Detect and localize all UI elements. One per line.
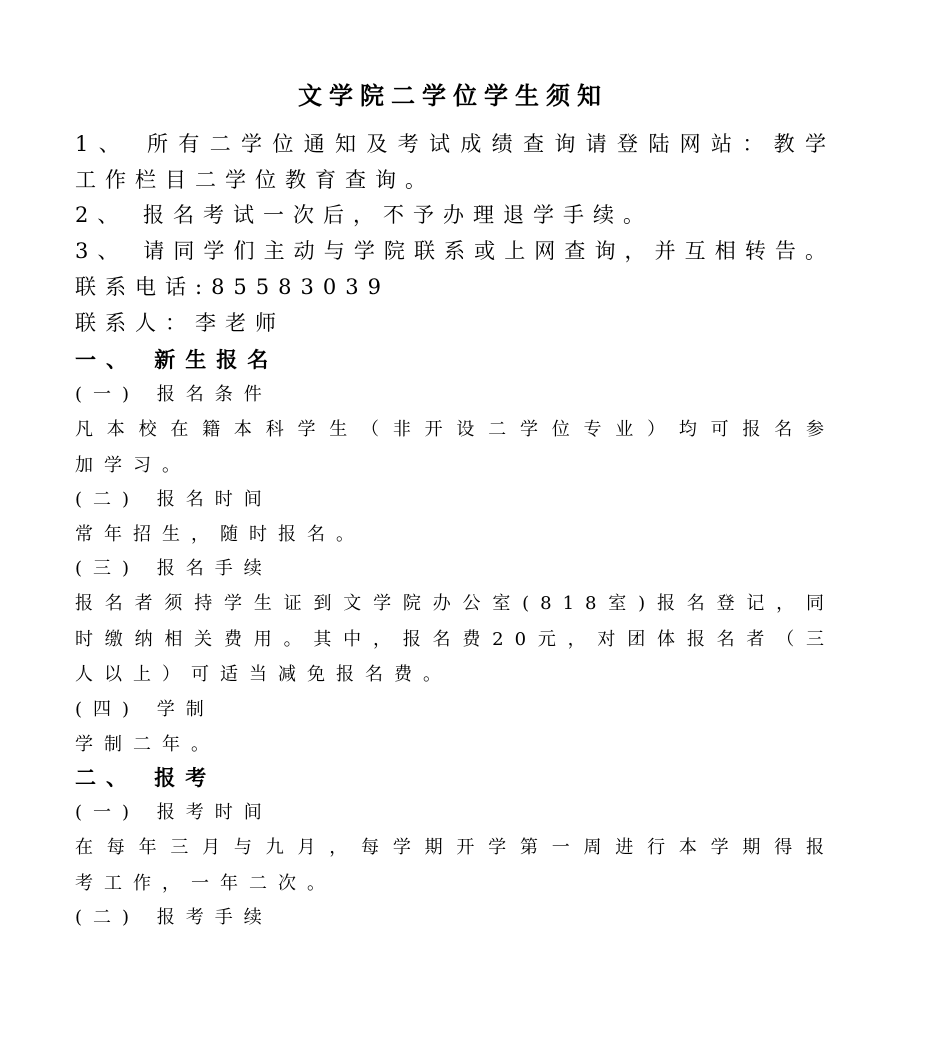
- section-heading-1: 一、 新生报名: [75, 347, 279, 372]
- notice-item-1-cont: 工作栏目二学位教育查询。: [75, 168, 435, 192]
- paragraph-line: 考工作，一年二次。: [75, 873, 336, 894]
- subsection-heading: (三) 报名手续: [75, 558, 273, 579]
- paragraph-line: 学制二年。: [75, 734, 220, 755]
- paragraph-line: 在每年三月与九月，每学期开学第一周进行本学期得报: [75, 837, 835, 858]
- paragraph-line: 凡本校在籍本科学生（非开设二学位专业）均可报名参: [75, 419, 835, 440]
- subsection-heading: (二) 报考手续: [75, 907, 273, 928]
- paragraph-line: 加学习。: [75, 455, 191, 476]
- paragraph-line: 报名者须持学生证到文学院办公室(818室)报名登记，同: [75, 593, 835, 614]
- section-heading-2: 二、 报考: [75, 765, 217, 790]
- notice-item-1: 1、 所有二学位通知及考试成绩查询请登陆网站：教学: [75, 132, 835, 156]
- subsection-heading: (一) 报考时间: [75, 802, 273, 823]
- notice-item-2: 2、 报名考试一次后，不予办理退学手续。: [75, 203, 654, 227]
- contact-person: 联系人：李老师: [75, 311, 285, 335]
- paragraph-line: 常年招生，随时报名。: [75, 524, 365, 545]
- notice-item-3: 3、 请同学们主动与学院联系或上网查询，并互相转告。: [75, 239, 835, 263]
- contact-phone: 联系电话:85583039: [75, 275, 390, 299]
- subsection-heading: (四) 学制: [75, 699, 215, 720]
- subsection-heading: (二) 报名时间: [75, 489, 273, 510]
- paragraph-line: 时缴纳相关费用。其中，报名费20元，对团体报名者（三: [75, 629, 835, 650]
- subsection-heading: (一) 报名条件: [75, 384, 273, 405]
- document-title: 文学院二学位学生须知: [298, 81, 608, 110]
- paragraph-line: 人以上）可适当减免报名费。: [75, 664, 452, 685]
